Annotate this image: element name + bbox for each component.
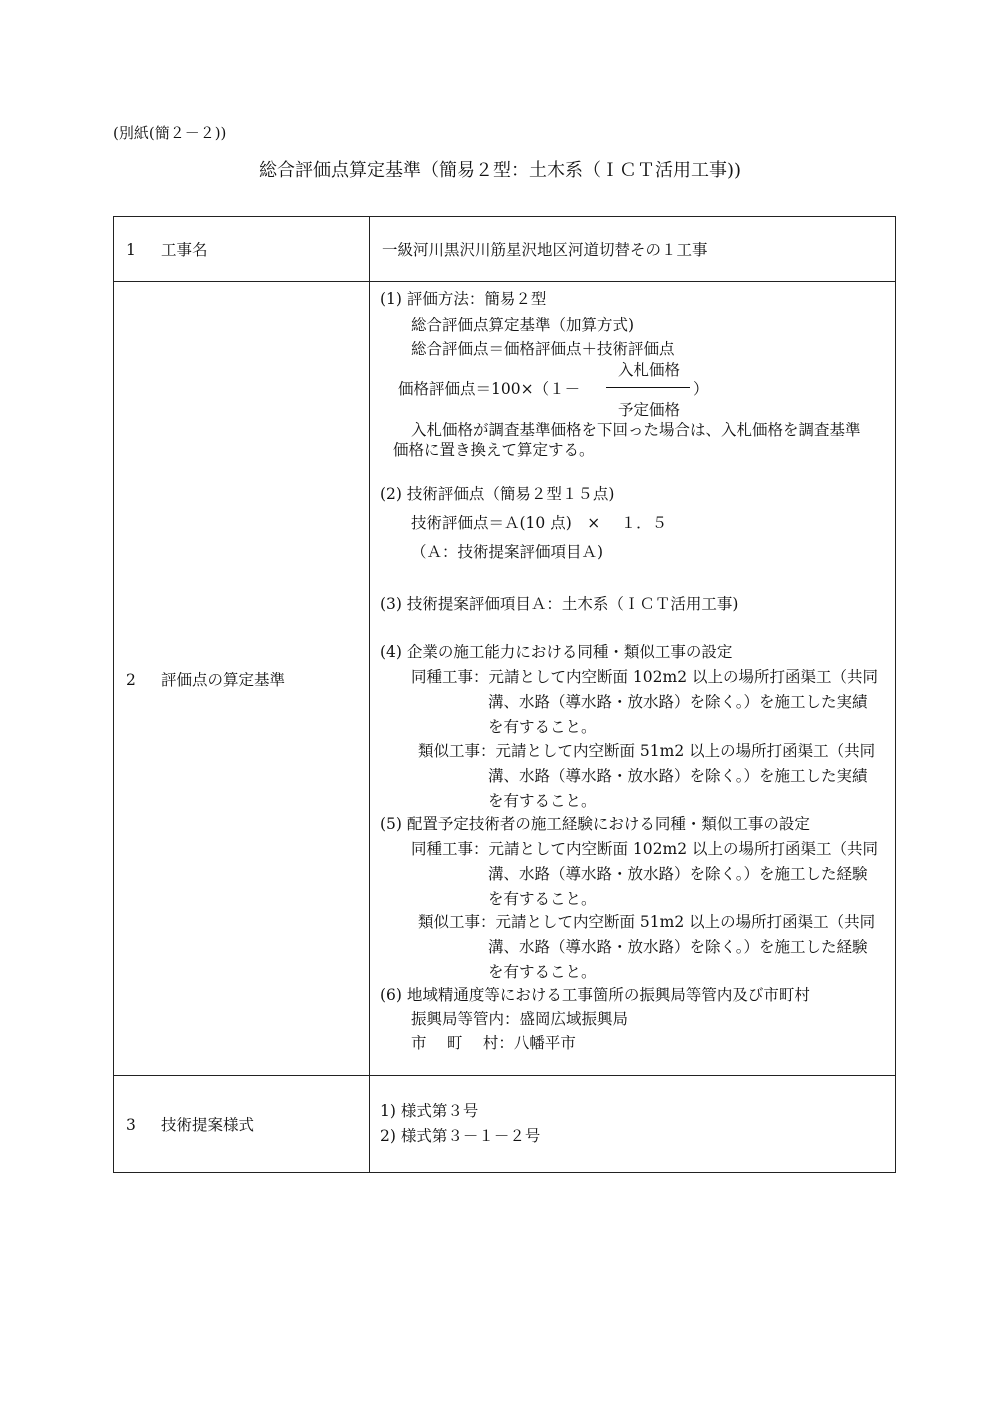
table-row — [114, 1076, 896, 1173]
formula-close-paren: ） — [693, 380, 709, 398]
row-label-cell — [114, 1076, 370, 1173]
note-line: 価格に置き換えて算定する。 — [393, 441, 595, 459]
table-row — [114, 217, 896, 282]
form-item: 1) 様式第３号 — [380, 1102, 479, 1120]
similar-work: 溝、水路（導水路・放水路）を除く。）を施工した経験 — [488, 938, 868, 956]
same-type-work: 同種工事：元請として内空断面 102m2 以上の場所打函渠工（共同 — [411, 668, 878, 686]
proposal-form-cell — [370, 1076, 896, 1173]
row-label: 技術提案様式 — [160, 1116, 254, 1134]
regional-familiarity-heading: (6) 地域精通度等における工事箇所の振興局等管内及び市町村 — [380, 986, 810, 1004]
proposal-item-heading: (3) 技術提案評価項目Ａ：土木系（ＩＣＴ活用工事) — [380, 595, 739, 613]
price-score-formula: 価格評価点＝100×（１－ — [398, 380, 581, 398]
similar-work: 類似工事：元請として内空断面 51m2 以上の場所打函渠工（共同 — [418, 913, 876, 931]
company-capability-heading: (4) 企業の施工能力における同種・類似工事の設定 — [380, 643, 733, 661]
same-type-work: 溝、水路（導水路・放水路）を除く。）を施工した経験 — [488, 865, 868, 883]
fraction-bar — [606, 387, 690, 388]
engineer-experience-heading: (5) 配置予定技術者の施工経験における同種・類似工事の設定 — [380, 815, 810, 833]
method-type: 総合評価点算定基準（加算方式) — [411, 316, 635, 334]
row-number: 3 — [126, 1116, 136, 1134]
same-type-work: 同種工事：元請として内空断面 102m2 以上の場所打函渠工（共同 — [411, 840, 878, 858]
annex-label: (別紙(簡２－２)) — [113, 124, 227, 142]
table-row — [114, 282, 896, 1076]
row-label-cell — [114, 217, 370, 282]
same-type-work: を有すること。 — [488, 718, 597, 736]
criteria-content-cell — [370, 282, 896, 1076]
fraction-denominator: 予定価格 — [618, 401, 681, 419]
tech-score-formula: 技術評価点＝Ａ(10 点) × １．５ — [411, 514, 668, 532]
total-score-formula: 総合評価点＝価格評価点＋技術評価点 — [411, 340, 675, 358]
criteria-table — [113, 216, 896, 1173]
promotion-bureau: 振興局等管内：盛岡広域振興局 — [411, 1010, 629, 1028]
similar-work: 類似工事：元請として内空断面 51m2 以上の場所打函渠工（共同 — [418, 742, 876, 760]
similar-work: 溝、水路（導水路・放水路）を除く。）を施工した実績 — [488, 767, 868, 785]
similar-work: を有すること。 — [488, 963, 597, 981]
tech-score-heading: (2) 技術評価点（簡易２型１５点) — [380, 485, 615, 503]
same-type-work: を有すること。 — [488, 890, 597, 908]
same-type-work: 溝、水路（導水路・放水路）を除く。）を施工した実績 — [488, 693, 868, 711]
note-line: 入札価格が調査基準価格を下回った場合は、入札価格を調査基準 — [411, 421, 861, 439]
similar-work: を有すること。 — [488, 792, 597, 810]
row-number: 2 — [126, 670, 136, 689]
document-title: 総合評価点算定基準（簡易２型：土木系（ＩＣＴ活用工事)) — [258, 160, 742, 181]
construction-name: 一級河川黒沢川筋星沢地区河道切替その１工事 — [382, 241, 708, 259]
construction-name-cell — [370, 217, 896, 282]
row-label: 工事名 — [160, 241, 208, 259]
row-label-cell — [114, 282, 370, 1076]
municipality: 市 町 村：八幡平市 — [411, 1034, 576, 1052]
row-number: 1 — [126, 241, 136, 259]
form-item: 2) 様式第３－１－２号 — [380, 1127, 541, 1145]
method-heading: (1) 評価方法：簡易２型 — [380, 290, 547, 308]
fraction-numerator: 入札価格 — [618, 361, 681, 379]
row-label: 評価点の算定基準 — [160, 670, 285, 689]
tech-score-note: （Ａ：技術提案評価項目Ａ) — [411, 543, 604, 561]
